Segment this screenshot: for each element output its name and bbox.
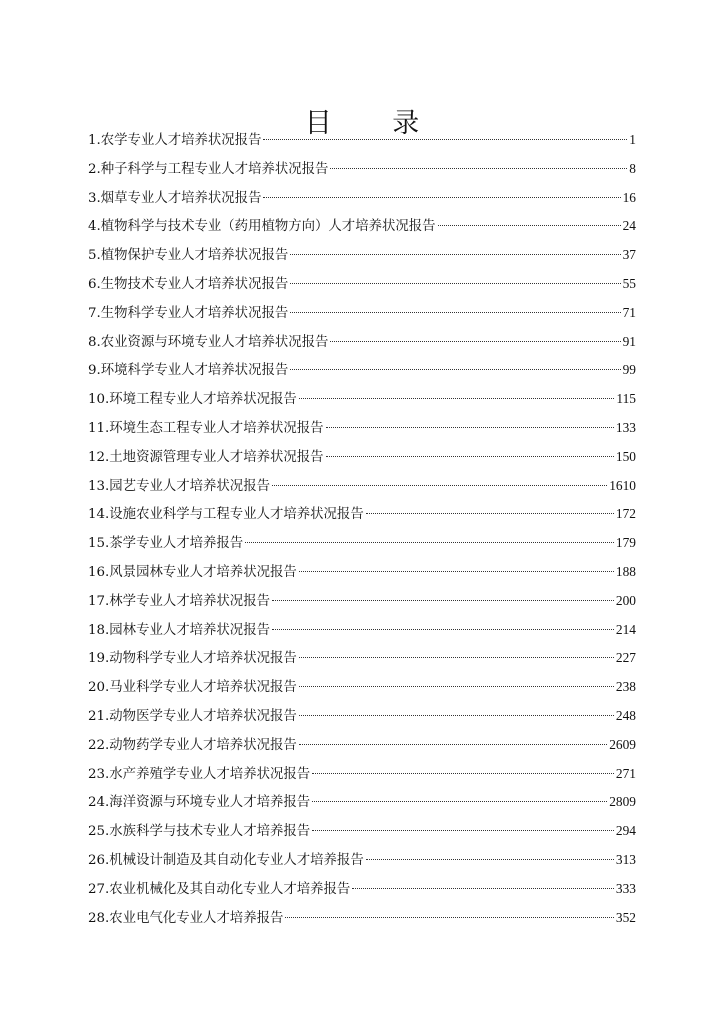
toc-dot-leader [272,600,614,601]
toc-entry-title: 24.海洋资源与环境专业人才培养报告 [88,795,311,811]
toc-dot-leader [299,715,614,716]
toc-dot-leader [263,197,620,198]
toc-entry-title: 1.农学专业人才培养状况报告 [88,133,262,148]
toc-entry-title: 3.烟草专业人才培养状况报告 [88,190,262,206]
toc-dot-leader [290,283,620,284]
toc-entry[interactable] [88,760,636,789]
toc-entry-title: 12.土地资源管理专业人才培养状况报告 [88,449,324,465]
toc-page-number: 1610 [609,477,636,493]
toc-entry-title: 2.种子科学与工程专业人才培养状况报告 [88,161,329,177]
toc-page-number: 313 [615,851,636,867]
toc-entry[interactable] [88,414,636,443]
toc-entry[interactable] [88,817,636,846]
toc-dot-leader [263,139,627,140]
toc-entry-title: 15.茶学专业人才培养报告 [88,536,244,552]
toc-dot-leader [312,830,614,831]
toc-page-number: 238 [615,679,636,695]
toc-dot-leader [299,686,614,687]
toc-entry-title: 28.农业电气化专业人才培养报告 [88,910,284,926]
toc-entry[interactable] [88,904,636,933]
toc-page-number: 1 [629,132,636,147]
toc-dot-leader [330,168,627,169]
toc-dot-leader [366,859,614,860]
toc-entry-title: 4.植物科学与技术专业（药用植物方向）人才培养状况报告 [88,219,436,235]
toc-page-number: 214 [615,621,636,637]
toc-page-number: 133 [615,419,636,435]
toc-entry-title: 21.动物医学专业人才培养状况报告 [88,708,297,724]
toc-page-number: 2609 [609,736,636,752]
toc-entry[interactable] [88,558,636,587]
toc-page-number: 37 [622,247,636,263]
toc-entry[interactable] [88,731,636,760]
toc-entry[interactable] [88,529,636,558]
toc-entry[interactable] [88,356,636,385]
toc-entry[interactable] [88,155,636,184]
toc-page-number: 150 [615,448,636,464]
toc-entry-title: 11.环境生态工程专业人才培养状况报告 [88,420,324,436]
toc-entry-title: 16.风景园林专业人才培养状况报告 [88,564,297,580]
toc-dot-leader [326,456,614,457]
toc-dot-leader [245,542,614,543]
toc-entry[interactable] [88,702,636,731]
toc-page-number: 294 [615,823,636,839]
toc-page-number: 2809 [609,794,636,810]
toc-entry-title: 25.水族科学与技术专业人才培养报告 [88,824,311,840]
toc-entry-title: 14.设施农业科学与工程专业人才培养状况报告 [88,507,364,523]
toc-entry-title: 6.生物技术专业人才培养状况报告 [88,276,289,292]
toc-dot-leader [438,225,621,226]
toc-entry-title: 10.环境工程专业人才培养状况报告 [88,392,297,408]
toc-page-number: 99 [622,362,636,378]
toc-entry-title: 5.植物保护专业人才培养状况报告 [88,248,289,264]
toc-dot-leader [299,398,615,399]
toc-page-number: 352 [615,909,636,925]
toc-entry-title: 13.园艺专业人才培养状况报告 [88,478,270,494]
toc-entry-title: 18.园林专业人才培养状况报告 [88,622,270,638]
toc-entry[interactable] [88,299,636,328]
toc-page-number: 200 [615,592,636,608]
toc-dot-leader [352,888,614,889]
toc-entry-title: 19.动物科学专业人才培养状况报告 [88,651,297,667]
toc-entry[interactable] [88,875,636,904]
toc-dot-leader [366,513,614,514]
toc-page-number: 333 [615,880,636,896]
toc-dot-leader [290,369,620,370]
toc-page-number: 115 [616,391,636,407]
toc-page-number: 55 [622,275,636,291]
toc-dot-leader [330,341,620,342]
toc-page-number: 188 [615,563,636,579]
toc-dot-leader [312,801,607,802]
toc-entry[interactable] [88,184,636,213]
toc-entry[interactable] [88,270,636,299]
toc-entry-title: 9.环境科学专业人才培养状况报告 [88,363,289,379]
toc-entry[interactable] [88,587,636,616]
toc-entry[interactable] [88,644,636,673]
toc-dot-leader [272,629,614,630]
toc-entry[interactable] [88,788,636,817]
toc-dot-leader [299,657,614,658]
toc-page-number: 71 [622,304,636,320]
toc-dot-leader [272,485,607,486]
toc-dot-leader [326,427,614,428]
toc-entry-title: 26.机械设计制造及其自动化专业人才培养报告 [88,852,364,868]
toc-entry[interactable] [88,126,636,155]
toc-page-number: 91 [622,333,636,349]
toc-dot-leader [312,773,614,774]
toc-entry[interactable] [88,673,636,702]
toc-dot-leader [290,254,620,255]
page-title: 目 录 [304,108,446,140]
toc-entry-title: 8.农业资源与环境专业人才培养状况报告 [88,334,329,350]
toc-entry[interactable] [88,241,636,270]
toc-dot-leader [285,917,614,918]
toc-dot-leader [290,312,620,313]
toc-page-number: 248 [615,707,636,723]
toc-entry-title: 20.马业科学专业人才培养状况报告 [88,680,297,696]
toc-entry-title: 22.动物药学专业人才培养状况报告 [88,737,297,753]
toc-entry[interactable] [88,500,636,529]
table-of-contents [88,126,636,932]
toc-dot-leader [299,744,607,745]
toc-page-number: 8 [629,160,636,176]
toc-page-number: 179 [615,535,636,551]
toc-page-number: 24 [622,218,636,234]
toc-entry[interactable] [88,385,636,414]
toc-page-number: 271 [615,765,636,781]
toc-dot-leader [299,571,614,572]
toc-entry[interactable] [88,443,636,472]
toc-entry-title: 17.林学专业人才培养状况报告 [88,593,270,609]
toc-entry[interactable] [88,616,636,645]
toc-entry-title: 27.农业机械化及其自动化专业人才培养报告 [88,881,351,897]
toc-entry[interactable] [88,328,636,357]
toc-page-number: 172 [615,506,636,522]
toc-entry[interactable] [88,846,636,875]
toc-entry[interactable] [88,472,636,501]
toc-entry[interactable] [88,212,636,241]
toc-page-number: 227 [615,650,636,666]
toc-page-number: 16 [622,189,636,205]
toc-entry-title: 23.水产养殖学专业人才培养状况报告 [88,766,311,782]
toc-entry-title: 7.生物科学专业人才培养状况报告 [88,305,289,321]
